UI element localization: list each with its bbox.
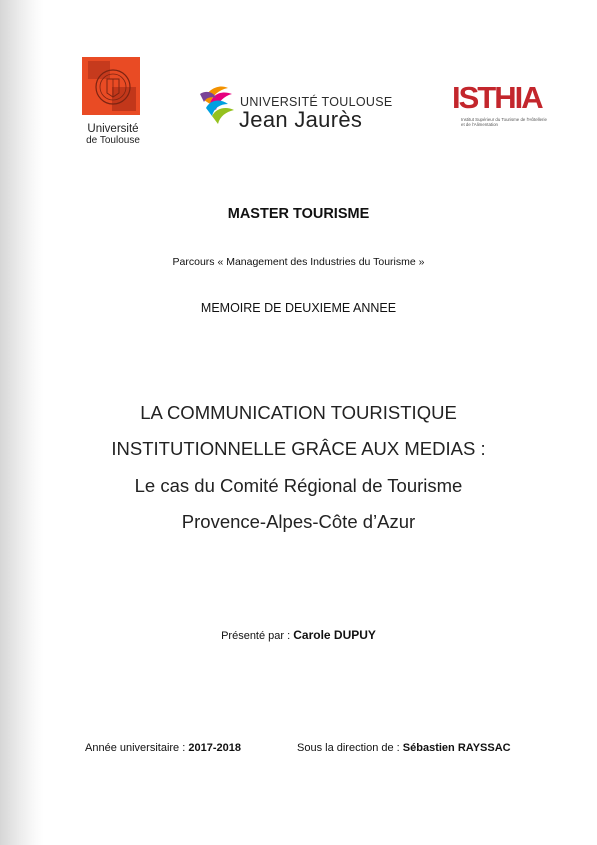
academic-year-value: 2017-2018 <box>188 742 241 754</box>
isthia-logo-word: ISTHIA <box>452 80 542 115</box>
title-line-3: Le cas du Comité Régional de Tourisme <box>134 475 463 496</box>
supervisor-label: Sous la direction de : <box>297 742 403 754</box>
memoire-line: MEMOIRE DE DEUXIEME ANNEE <box>200 301 397 315</box>
universite-toulouse-logo <box>82 57 144 146</box>
jean-jaures-swirl-icon <box>198 78 242 134</box>
academic-year-label: Année universitaire : <box>85 742 189 754</box>
ut-logo-line2: de Toulouse <box>86 135 140 146</box>
author-line <box>0 628 597 642</box>
jean-jaures-logo <box>198 78 410 134</box>
academic-year <box>85 742 241 754</box>
isthia-logo-subtitle: Institut Supérieur du Tourisme de l'Hôtellerie et de l'Alimentation <box>461 117 547 127</box>
jj-logo-line2: Jean Jaurès <box>239 107 363 132</box>
jj-logo-line1: UNIVERSITÉ TOULOUSE <box>240 95 393 109</box>
universite-toulouse-seal-icon <box>82 57 140 115</box>
title-line-1: LA COMMUNICATION TOURISTIQUE <box>140 402 457 423</box>
supervisor-name: Sébastien RAYSSAC <box>402 742 511 754</box>
author-label: Présenté par : <box>221 630 294 642</box>
master-heading: MASTER TOURISME <box>227 206 370 222</box>
parcours-line: Parcours « Management des Industries du Tourisme » <box>172 256 425 268</box>
title-line-2: INSTITUTIONNELLE GRÂCE AUX MEDIAS : <box>111 438 486 459</box>
author-name: Carole DUPUY <box>293 628 376 642</box>
supervisor <box>297 742 511 754</box>
title-line-4: Provence-Alpes-Côte d’Azur <box>181 511 416 532</box>
ut-logo-line1: Université <box>87 123 139 135</box>
isthia-logo <box>452 82 548 134</box>
